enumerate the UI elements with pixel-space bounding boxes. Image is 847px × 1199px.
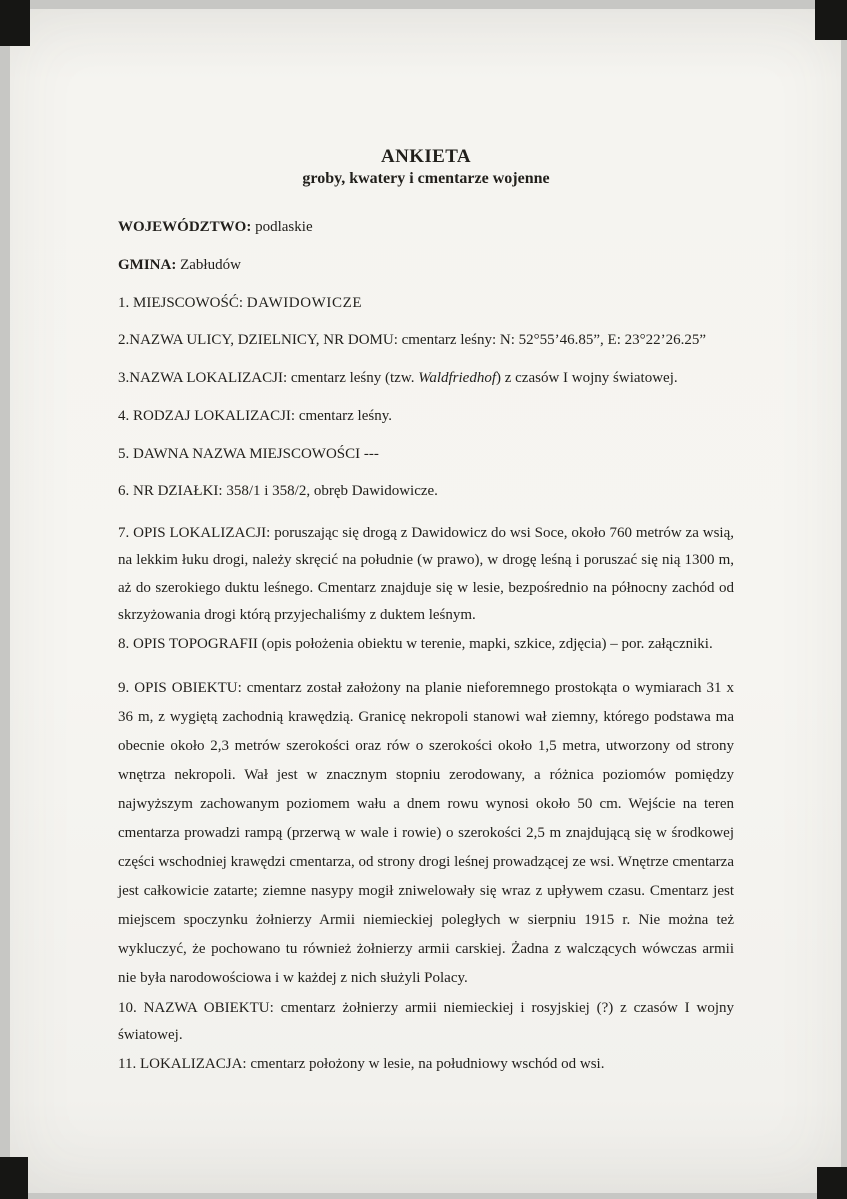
field-gmina: [118, 256, 734, 275]
item-11-lokalizacja: 11. LOKALIZACJA: cmentarz położony w lesie, na południowy wschód od wsi.: [118, 1056, 605, 1073]
item-10-nazwa-obiektu: 10. NAZWA OBIEKTU: cmentarz żołnierzy armii niemieckiej i rosyjskiej (?) z czasów I wojny światowej.: [118, 999, 734, 1044]
item-3-nazwa-lokalizacji: [118, 369, 734, 388]
field-gmina-label: GMINA:: [118, 256, 177, 273]
field-wojewodztwo-value: podlaskie: [251, 219, 313, 235]
item-1-label: 1. MIEJSCOWOŚĆ:: [118, 294, 247, 311]
item-5-dawna-nazwa: 5. DAWNA NAZWA MIEJSCOWOŚCI ---: [118, 445, 379, 462]
item-8-opis-topografii: 8. OPIS TOPOGRAFII (opis położenia obiektu w terenie, mapki, szkice, zdjęcia) – por. załączniki.: [118, 636, 713, 653]
document-subtitle: groby, kwatery i cmentarze wojenne: [302, 170, 550, 187]
scan-corner-mark-top-left: [0, 0, 30, 46]
scan-corner-mark-bottom-left: [0, 1157, 28, 1199]
document-title: ANKIETA: [380, 146, 472, 167]
item-6-nr-dzialki: 6. NR DZIAŁKI: 358/1 i 358/2, obręb Dawidowicze.: [118, 483, 438, 500]
field-gmina-value: Zabłudów: [176, 256, 241, 273]
item-1-miejscowosc: [118, 294, 734, 313]
scan-corner-mark-top-right: [815, 0, 847, 40]
field-wojewodztwo: [118, 218, 734, 237]
field-wojewodztwo-label: WOJEWÓDZTWO:: [118, 219, 252, 235]
scan-corner-mark-bottom-right: [817, 1167, 847, 1199]
item-9-opis-obiektu: 9. OPIS OBIEKTU: cmentarz został założony na planie nieforemnego prostokąta o wymiarach 31 x 36 m, z wygiętą zachodnią krawędzią. Granicę nekropoli stanowi wał ziemny, którego podstawa ma obecnie około 2,3 metrów szerokości oraz rów o szerokości około 1,5 metra, utworzony od strony wnętrza nekropoli. Wał jest w znacznym stopniu zerodowany, a różnica poziomów pomiędzy najwyższym zachowanym poziomem wału a dnem rowu wynosi około 50 cm. Wejście na teren cmentarza prowadzi rampą (przerwą w wale i rowie) o szerokości 2,5 m znajdującą się w środkowej części wschodniej krawędzi cmentarza, od strony drogi leśnej prowadzącej ze wsi. Wnętrze cmentarza jest całkowicie zatarte; ziemne nasypy mogił zniwelowały się wraz z upływem czasu. Cmentarz jest miejscem spoczynku żołnierzy Armii niemieckiej poległych w sierpniu 1915 r. Nie można też wykluczyć, że pochowano tu również żołnierzy armii carskiej. Żadna z walczących wówczas armii nie była narodowościowa i w każdej z nich służyli Polacy.: [118, 680, 734, 986]
item-2-nazwa-ulicy: 2.NAZWA ULICY, DZIELNICY, NR DOMU: cmentarz leśny: N: 52°55’46.85”, E: 23°22’26.25”: [118, 332, 707, 349]
item-4-rodzaj-lokalizacji: 4. RODZAJ LOKALIZACJI: cmentarz leśny.: [118, 407, 392, 424]
item-7-opis-lokalizacji: 7. OPIS LOKALIZACJI: poruszając się drogą z Dawidowicz do wsi Soce, około 760 metrów za wsią, na lekkim łuku drogi, należy skręcić na południe (w prawo), w drogę leśną i poruszać się nią 1300 m, aż do szerokiego duktu leśnego. Cmentarz znajduje się w lesie, bezpośrednio na północny zachód od skrzyżowania drogi którą przyjechaliśmy z duktem leśnym.: [118, 525, 734, 623]
item-3-text-pre: 3.NAZWA LOKALIZACJI: cmentarz leśny (tzw.: [118, 370, 419, 386]
item-3-text-post: ) z czasów I wojny światowej.: [496, 370, 678, 386]
item-3-text-italic: Waldfriedhof: [418, 370, 496, 386]
item-1-value: DAWIDOWICZE: [246, 294, 363, 311]
document-content: [118, 146, 734, 1095]
